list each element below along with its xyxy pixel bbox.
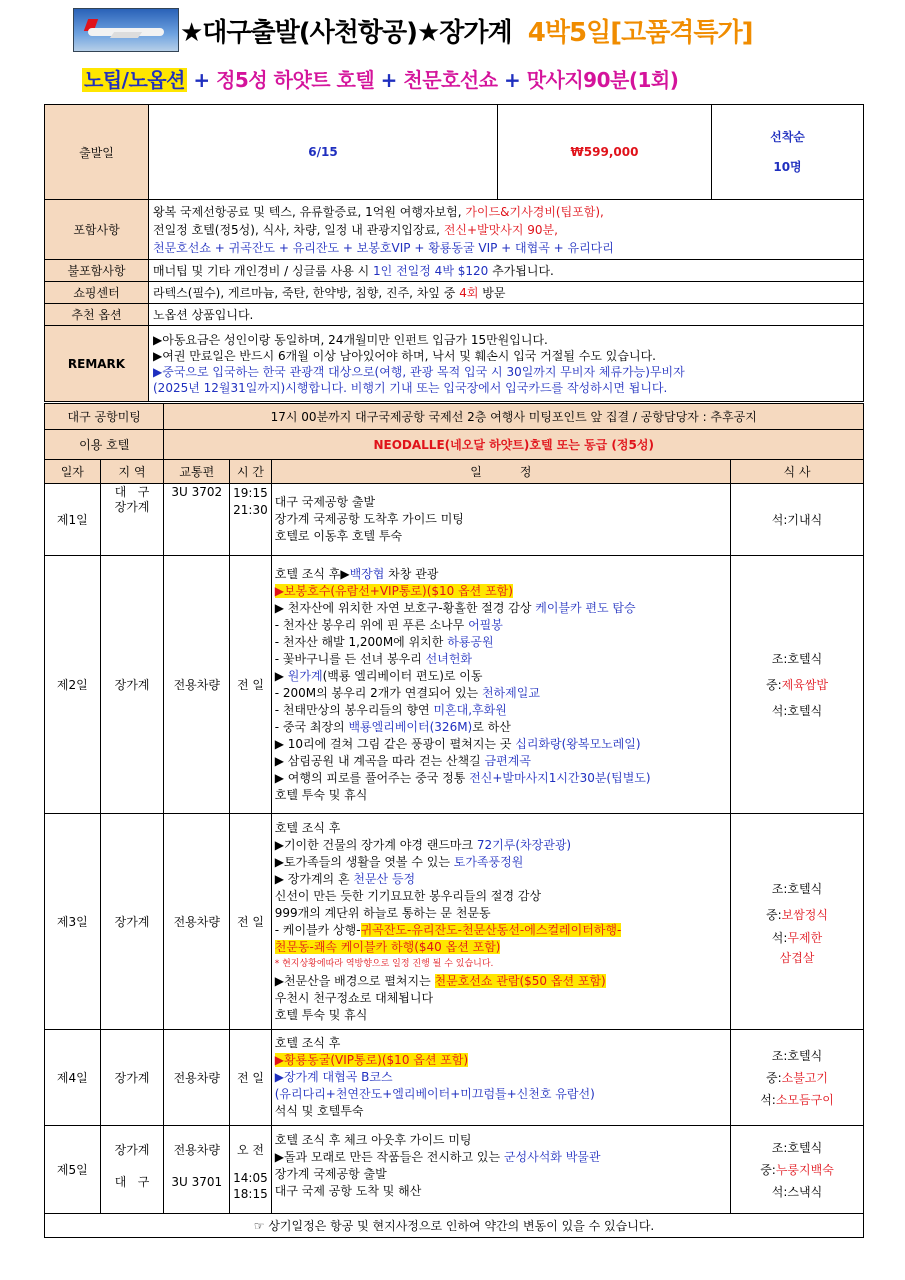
day5-s2a: ▶돌과 모래로 만든 작품들은 전시하고 있는 [274,1150,504,1164]
day3-label: 제3일 [45,814,101,1030]
exclude-label: 불포함사항 [45,260,149,282]
day3-note: * 현지상황에따라 역방향으로 일정 진행 될 수 있습니다. [274,958,494,969]
first-come-line2: 10명 [773,160,802,174]
day5-time [230,1126,272,1214]
meeting-label: 대구 공항미팅 [45,404,164,430]
day2-s7b: 원가계 [287,668,323,683]
airplane-image [73,8,179,52]
day4-lunch: 소불고기 [781,1070,828,1085]
exclude-c: 추가됩니다. [488,264,554,278]
day1-meal: 석:기내식 [731,484,864,556]
day2-s8b: 천하제일교 [481,685,540,700]
day2-time: 전 일 [230,556,272,814]
day4-label: 제4일 [45,1030,101,1126]
day4-meal [731,1030,864,1126]
day2-s1a: 호텔 조식 후▶ [274,566,350,581]
day5-region [100,1126,164,1214]
remark-4a: (2025년 12월31일까지) [153,380,286,395]
day4-time: 전 일 [230,1030,272,1126]
include-label: 포함사항 [45,200,149,260]
exclude-single: 1인 전일정 4박 $120 [373,264,489,278]
day5-time-1: 오 전 [236,1142,264,1157]
plus-sign: + [193,68,210,92]
day2-region: 장가계 [100,556,164,814]
col-day: 일자 [45,460,101,484]
day5-time-3: 18:15 [233,1186,268,1201]
include-guide-fee: 가이드&기사경비(팁포함), [465,204,604,219]
col-schedule: 일 정 [271,460,730,484]
day3-s11: 우천시 천구정쇼로 대체됩니다 [274,990,434,1005]
day1-region [100,484,164,556]
day1-time-1: 19:15 [233,486,268,500]
title-main: ★대구출발(사천항공)★장가계 [180,18,512,48]
day2-s1c: 차창 관광 [384,566,439,581]
day4-row [45,1030,864,1126]
day3-s4b: 천문산 등정 [353,871,416,886]
day5-lunch: 누룽지백숙 [775,1162,834,1177]
day2-s10c: 로 하산 [472,719,511,734]
day2-s4b: 어필봉 [468,617,503,632]
day3-s8: 천문동-쾌속 케이블카 하행($40 옵션 포함) [274,939,501,954]
subtitle-show: 천문호선쇼 [403,68,498,92]
day3-row [45,814,864,1030]
page-title [180,12,753,49]
day3-s3a: ▶토가족들의 생활을 엿볼 수 있는 [274,854,454,869]
day3-s7b: 귀곡잔도-유리잔도-천문산동선-에스컬레이터하행- [360,922,622,937]
day2-s12b: 금편계곡 [484,753,531,768]
remark-4b: 시행합니다. 비행기 기내 또는 입국장에서 입국카드를 작성하시면 됩니다. [285,380,668,395]
day2-s7c: (백룡 엘리베이터 편도)로 이동 [322,668,483,683]
remark-2: ▶여권 만료일은 반드시 6개월 이상 남아있어야 하며, 낙서 및 훼손시 입국 거절될 수도 있습니다. [153,348,656,363]
day3-s1: 호텔 조식 후 [274,820,341,835]
day1-row [45,484,864,556]
day2-s3a: ▶ 천자산에 위치한 자연 보호구-황홀한 절경 감상 [274,600,536,615]
day5-time-2: 14:05 [233,1170,268,1185]
day2-s11a: ▶ 10리에 걸쳐 그림 같은 풍광이 펼쳐지는 곳 [274,736,516,751]
day3-lunch: 보쌈정식 [781,907,828,922]
day4-s5: 석식 및 호텔투숙 [274,1104,364,1118]
day1-region-1: 대 구 [114,485,150,499]
day5-region-1: 장가계 [114,1142,150,1157]
day5-s1: 호텔 조식 후 체크 아웃후 가이드 미팅 [274,1133,472,1147]
col-transport: 교통편 [164,460,230,484]
title-row [0,0,905,60]
day2-s2: ▶보봉호수(유람선+VIP통로)($10 옵션 포함) [274,583,513,598]
day2-s10a: - 중국 최장의 [274,719,349,734]
day2-lunch: 제육쌈밥 [781,677,828,692]
day3-s12: 호텔 투숙 및 휴식 [274,1007,368,1022]
first-come-badge [712,105,864,200]
day3-breakfast: 조:호텔식 [771,881,823,896]
day1-region-2: 장가계 [114,500,150,514]
day2-lunch-label: 중: [765,677,782,692]
day3-transport: 전용차량 [164,814,230,1030]
col-meal: 식 사 [731,460,864,484]
day2-s8a: - 200M의 봉우리 2개가 연결되어 있는 [274,685,482,700]
day2-s13a: ▶ 여행의 피로를 풀어주는 중국 정통 [274,770,470,785]
day2-s6a: - 꽃바구니를 든 선녀 봉우리 [274,651,426,666]
title-duration: 4박5일[고품격특가] [527,18,753,48]
day5-dinner: 석:스낵식 [771,1184,823,1199]
day4-dinner-label: 석: [760,1092,776,1107]
day3-s2a: ▶기이한 건물의 장가계 야경 랜드마크 [274,837,477,852]
shop-text [149,282,864,304]
day2-label: 제2일 [45,556,101,814]
day3-s5: 신선이 만든 듯한 기기묘묘한 봉우리들의 절경 감상 [274,888,542,903]
day3-s4a: ▶ 장가계의 혼 [274,871,354,886]
day2-s10b: 백룡엘리베이터(326M) [348,719,473,734]
day3-s6: 999개의 계단위 하늘로 통하는 문 천문동 [274,905,491,920]
day4-schedule [271,1030,730,1126]
day2-dinner: 석:호텔식 [771,703,823,718]
day2-s5b: 하룡공원 [447,634,494,649]
day3-lunch-label: 중: [765,907,782,922]
day5-lunch-label: 중: [760,1162,776,1177]
day2-s13b: 전신+발마사지1시간30분(팁별도) [469,770,651,785]
meeting-text: 17시 00분까지 대구국제공항 국제선 2층 여행사 미팅포인트 앞 집결 / 공항담당자 : 추후공지 [164,404,864,430]
day5-s3: 장가계 국제공항 출발 [274,1167,387,1181]
day2-transport: 전용차량 [164,556,230,814]
plus-sign: + [380,68,397,92]
include-text [149,200,864,260]
depart-label: 출발일 [45,105,149,200]
day2-s12a: ▶ 삼림공원 내 계곡을 따라 걷는 산책길 [274,753,485,768]
day2-breakfast: 조:호텔식 [771,651,823,666]
day5-flight: 3U 3701 [171,1174,223,1189]
day2-s5a: - 천자산 해발 1,200M에 위치한 [274,634,448,649]
day4-transport: 전용차량 [164,1030,230,1126]
day5-breakfast: 조:호텔식 [771,1140,823,1155]
day3-s3b: 토가족풍정원 [453,854,524,869]
day4-s2: ▶황룡동굴(VIP통로)($10 옵션 포함) [274,1053,469,1067]
day1-time-2: 21:30 [233,503,268,517]
shop-c: 방문 [478,286,506,300]
option-text: 노옵션 상품입니다. [149,304,864,326]
day2-s9a: - 천태만상의 봉우리들의 향연 [274,702,434,717]
day1-label: 제1일 [45,484,101,556]
option-label: 추천 옵션 [45,304,149,326]
day1-s1: 대구 국제공항 출발 [274,495,376,509]
day5-row [45,1126,864,1214]
day2-s6b: 선녀헌화 [425,651,473,666]
day1-s3: 호텔로 이동후 호텔 투숙 [274,529,403,543]
first-come-line1: 선착순 [770,130,805,144]
day5-s4: 대구 국제 공항 도착 및 해산 [274,1184,422,1198]
exclude-text [149,260,864,282]
hotel-name: NEODALLE(네오달 하얏트)호텔 또는 동급 (정5성) [164,430,864,460]
include-line2: 전일정 호텔(정5성), 식사, 차량, 일정 내 관광지입장료, [153,222,444,237]
day4-breakfast: 조:호텔식 [771,1048,823,1063]
day3-schedule [271,814,730,1030]
day3-s10b: 천문호선쇼 관람($50 옵션 포함) [434,973,606,988]
day2-row [45,556,864,814]
subtitle-massage: 맛사지90분(1회) [526,68,679,92]
shop-a: 라텍스(필수), 게르마늄, 죽탄, 한약방, 침향, 진주, 차잎 중 [153,286,460,300]
day4-s1: 호텔 조식 후 [274,1036,341,1050]
day2-s14: 호텔 투숙 및 휴식 [274,787,368,802]
subtitle-notip: 노팁/노옵션 [84,68,185,92]
day3-s7a: - 케이블카 상행- [274,922,361,937]
day5-schedule [271,1126,730,1214]
day1-s2: 장가계 국제공항 도착후 가이드 미팅 [274,512,464,526]
depart-date: 6/15 [149,105,498,200]
remark-text [149,326,864,402]
col-region: 지 역 [100,460,164,484]
day5-transport [164,1126,230,1214]
price: ₩599,000 [498,105,712,200]
day2-schedule [271,556,730,814]
itinerary-table [44,403,864,1238]
hotel-label: 이용 호텔 [45,430,164,460]
day1-time [230,484,272,556]
day4-region: 장가계 [100,1030,164,1126]
col-time: 시 간 [230,460,272,484]
day3-meal [731,814,864,1030]
remark-label: REMARK [45,326,149,402]
remark-1: ▶아동요금은 성인이랑 동일하며, 24개월미만 인펀트 입금가 15만원입니다. [153,332,548,347]
day4-s3: ▶장가계 대협곡 B코스 [274,1070,393,1084]
day4-s4: (유리다리+천연잔도+엘리베이터+미끄럼틀+신천호 유람선) [274,1087,595,1101]
remark-3: ▶중국으로 입국하는 한국 관광객 대상으로(여행, 관광 목적 입국 시 30일까지 무비자 체류가능)무비자 [153,364,685,379]
info-table [44,104,864,402]
day2-s7a: ▶ [274,668,288,683]
day3-time: 전 일 [230,814,272,1030]
include-line1: 왕복 국제선항공료 및 텍스, 유류할증료, 1억원 여행자보험, [153,204,466,219]
day5-s2b: 군성사석화 박물관 [503,1150,601,1164]
plus-sign: + [503,68,521,92]
day3-s2b: 72기루(차장관광) [476,837,572,852]
subtitle-hotel: 정5성 하얏트 호텔 [216,68,375,92]
shop-label: 쇼핑센터 [45,282,149,304]
day4-lunch-label: 중: [765,1070,782,1085]
exclude-a: 매너팁 및 기타 개인경비 / 싱글룸 사용 시 [153,264,374,278]
day3-dinner-2: 삼겹살 [779,950,815,965]
day5-transport-1: 전용차량 [173,1142,220,1157]
day5-label: 제5일 [45,1126,101,1214]
day2-s1b: 백장협 [349,566,385,581]
day5-region-2: 대 구 [114,1174,150,1189]
footer-note: ☞ 상기일정은 항공 및 현지사정으로 인하여 약간의 변동이 있을 수 있습니다. [45,1214,864,1238]
subtitle [82,64,678,93]
include-line3: 천문호선쇼 + 귀곡잔도 + 유리잔도 + 보봉호VIP + 황룡동굴 VIP + 대협곡 + 유리다리 [153,240,614,255]
day3-dinner-label: 석: [771,930,788,945]
day3-s10a: ▶천문산을 배경으로 펼쳐지는 [274,973,435,988]
day1-flight: 3U 3702 [164,484,230,556]
day3-region: 장가계 [100,814,164,1030]
day1-schedule [271,484,730,556]
day2-s9b: 미혼대,후화원 [433,702,507,717]
day3-dinner-1: 무제한 [787,930,823,945]
day5-meal [731,1126,864,1214]
day2-s3b: 케이블카 편도 탑승 [535,600,636,615]
shop-count: 4회 [459,286,479,300]
day2-s11b: 십리화랑(왕복모노레일) [515,736,641,751]
day2-s4a: - 천자산 봉우리 위에 핀 푸른 소나무 [274,617,469,632]
day2-meal [731,556,864,814]
day4-dinner: 소모듬구이 [775,1092,834,1107]
include-massage: 전신+발맛사지 90분, [443,222,558,237]
